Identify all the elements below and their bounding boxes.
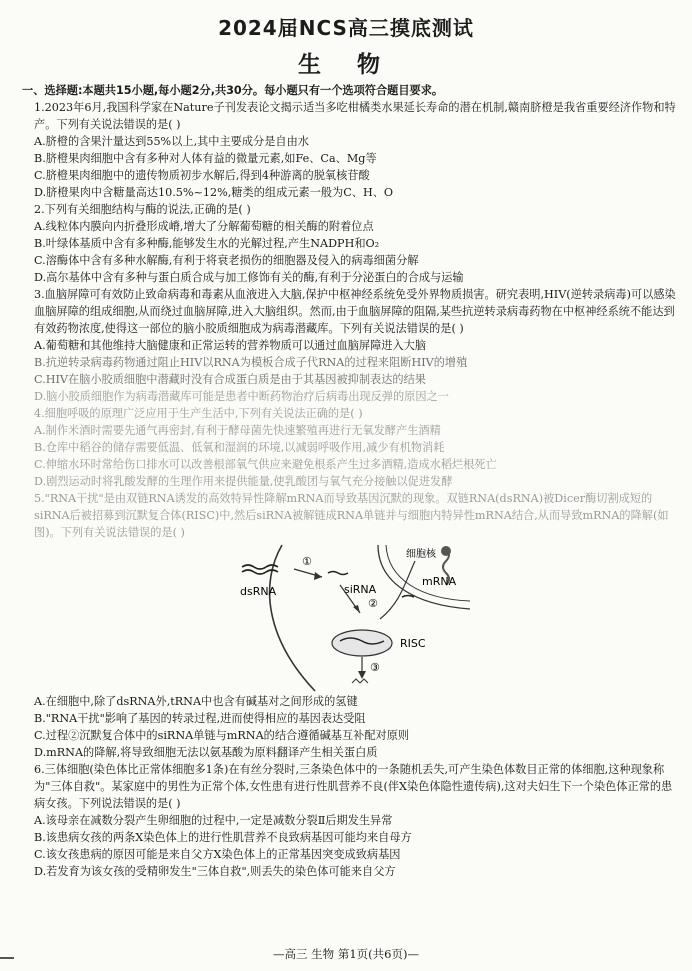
option-a: A.在细胞中,除了dsRNA外,tRNA中也含有碱基对之间形成的氢键 [34, 695, 358, 708]
option-c: C.该女孩患病的原因可能是来自父方X染色体上的正常基因突变成致病基因 [34, 848, 401, 861]
question-2 [20, 201, 682, 286]
label-step3: ③ [370, 661, 380, 674]
label-step2: ② [368, 597, 378, 610]
question-5 [20, 490, 682, 761]
option-c: C.溶酶体中含有多种水解酶,有利于将衰老损伤的细胞器及侵入的病毒细菌分解 [34, 254, 419, 267]
page-footer: —高三 生物 第1页(共6页)— [273, 947, 419, 961]
label-risc: RISC [400, 637, 426, 650]
option-a: A.线粒体内膜向内折叠形成嵴,增大了分解葡萄糖的相关酶的附着位点 [34, 220, 374, 233]
option-c: C.脐橙果肉细胞中的遗传物质初步水解后,得到4种游离的脱氧核苷酸 [34, 169, 370, 182]
label-mrna: mRNA [422, 575, 457, 588]
option-b: B.仓库中稻谷的储存需要低温、低氧和湿润的环境,以减弱呼吸作用,减少有机物消耗 [34, 441, 445, 454]
question-stem: 4.细胞呼吸的原理广泛应用于生产生活中,下列有关说法正确的是( ) [34, 407, 363, 420]
question-stem: 5."RNA干扰"是由双链RNA诱发的高效特异性降解mRNA而导致基因沉默的现象。双链RNA(dsRNA)被Dicer酶切割成短的siRNA后被招募到沉默复合体(RISC)中,然后siRNA被解链成RNA单链并与细胞内特异性mRNA结合,从而导致mRNA的降解(如图)。下列有关说法错误的是( ) [34, 492, 669, 539]
question-content [20, 82, 682, 880]
question-stem: 6.三体细胞(染色体比正常体细胞多1条)在有丝分裂时,三条染色体中的一条随机丢失,可产生染色体数目正常的体细胞,这种现象称为"三体自救"。某家庭中的男性为正常个体,女性患有进行性肌营养不良(伴X染色体隐性遗传病),这对夫妇生下一个染色体正常的患病女孩。下列说法错误的是( ) [34, 763, 673, 810]
label-step1: ① [302, 555, 312, 568]
option-b: B."RNA干扰"影响了基因的转录过程,进而使得相应的基因表达受阻 [34, 712, 366, 725]
option-c: C.伸缩水环时常给伤口排水可以改善根部氧气供应来避免根系产生过多酒精,造成水稻烂根死亡 [34, 458, 497, 471]
question-stem: 3.血脑屏障可有效防止致命病毒和毒素从血液进入大脑,保护中枢神经系统免受外界物质损害。研究表明,HIV(逆转录病毒)可以感染血脑屏障的组成细胞,从而绕过血脑屏障,进入大脑组织。然而,由于血脑屏障的阻隔,某些抗逆转录病毒药物在中枢神经系统不能达到有效药物浓度,使得这一部位的脑小胶质细胞成为病毒潜藏库。下列有关说法错误的是( ) [34, 288, 676, 335]
footer-mark [0, 957, 14, 959]
diagram-figure [210, 543, 470, 693]
option-d: D.mRNA的降解,将导致细胞无法以氨基酸为原料翻译产生相关蛋白质 [34, 746, 378, 759]
risc-complex [332, 630, 392, 656]
question-6 [20, 761, 682, 880]
option-b: B.该患病女孩的两条X染色体上的进行性肌营养不良致病基因可能均来自母方 [34, 831, 412, 844]
option-a: A.该母亲在减数分裂产生卵细胞的过程中,一定是减数分裂Ⅱ后期发生异常 [34, 814, 393, 827]
option-d: D.脑小胶质细胞作为病毒潜藏库可能是患者中断药物治疗后病毒出现反弹的原因之一 [34, 390, 449, 403]
label-sirna: siRNA [344, 583, 377, 596]
subject-title: 生 物 [297, 52, 394, 78]
question-4 [20, 405, 682, 490]
question-stem: 1.2023年6月,我国科学家在Nature子刊发表论文揭示适当多吃柑橘类水果延长寿命的潜在机制,赣南脐橙是我省重要经济作物和特产。下列有关说法错误的是( ) [34, 101, 676, 131]
sirna-strand [328, 572, 348, 575]
option-b: B.抗逆转录病毒药物通过阻止HIV以RNA为模板合成子代RNA的过程来阻断HIV的增殖 [34, 356, 468, 369]
option-d: D.剧烈运动时将乳酸发酵的生理作用来提供能量,使乳酸团与氧气充分接触以促进发酵 [34, 475, 453, 488]
question-1 [20, 99, 682, 201]
option-d: D.若发育为该女孩的受精卵发生"三体自救",则丢失的染色体可能来自父方 [34, 865, 396, 878]
option-c: C.过程②沉默复合体中的siRNA单链与mRNA的结合遵循碱基互补配对原则 [34, 729, 410, 742]
option-a: A.制作米酒时需要先通气再密封,有利于酵母菌先快速繁殖再进行无氧发酵产生酒精 [34, 424, 441, 437]
question-stem: 2.下列有关细胞结构与酶的说法,正确的是( ) [34, 203, 251, 216]
exam-title: 2024届NCS高三摸底测试 [218, 16, 474, 40]
option-a: A.葡萄糖和其他维持大脑健康和正常运转的营养物质可以通过血脑屏障进入大脑 [34, 339, 427, 352]
option-b: B.叶绿体基质中含有多种酶,能够发生水的光解过程,产生NADPH和O₂ [34, 237, 380, 250]
mrna-strand [402, 596, 414, 598]
option-b: B.脐橙果肉细胞中含有多种对人体有益的微量元素,如Fe、Ca、Mg等 [34, 152, 377, 165]
question-3 [20, 286, 682, 405]
option-d: D.高尔基体中含有多种与蛋白质合成与加工修饰有关的酶,有利于分泌蛋白的合成与运输 [34, 271, 464, 284]
label-nucleus: 细胞核 [406, 549, 436, 560]
rna-interference-diagram [20, 543, 682, 693]
section-heading: 一、选择题:本题共15小题,每小题2分,共30分。每小题只有一个选项符合题目要求。 [22, 84, 444, 97]
option-d: D.脐橙果肉中含糖量高达10.5%~12%,糖类的组成元素一般为C、H、O [34, 186, 394, 199]
option-c: C.HIV在脑小胶质细胞中潜藏时没有合成蛋白质是由于其基因被抑制表达的结果 [34, 373, 426, 386]
label-dsrna: dsRNA [240, 585, 277, 598]
option-a: A.脐橙的含果汁量达到55%以上,其中主要成分是自由水 [34, 135, 309, 148]
